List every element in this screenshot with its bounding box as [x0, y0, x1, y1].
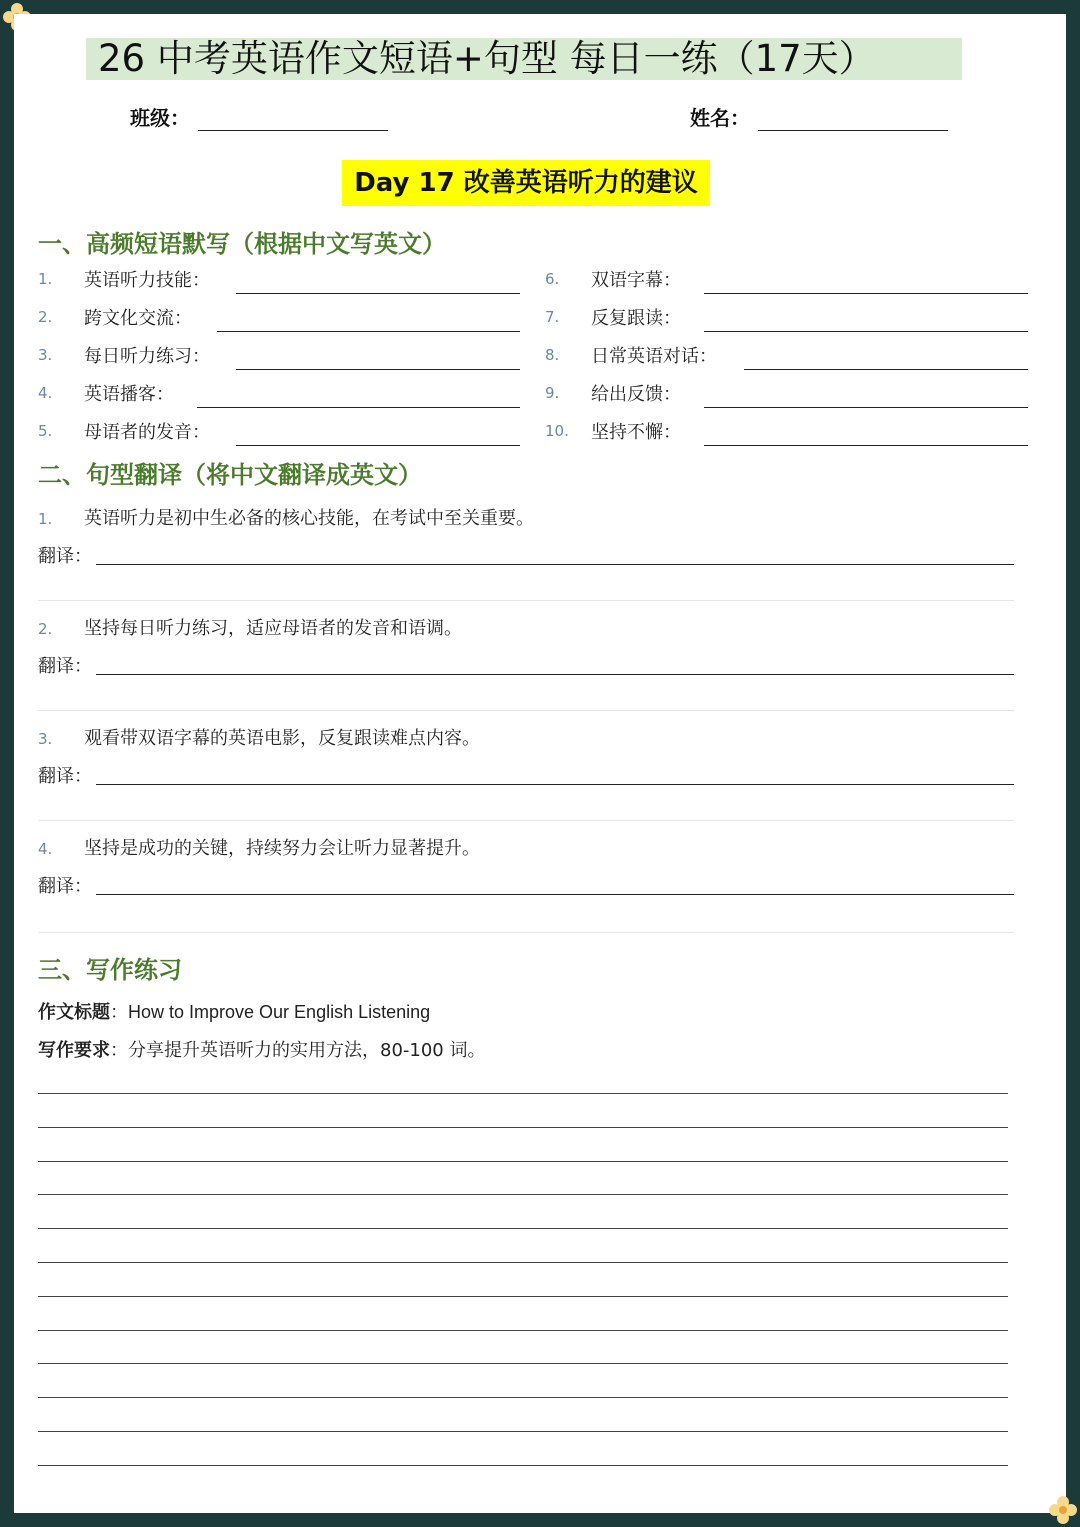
- writing-line[interactable]: [38, 1093, 1008, 1094]
- answer-blank[interactable]: [744, 369, 1028, 370]
- section-3-heading: 三、写作练习: [38, 956, 182, 984]
- translate-label: 翻译：: [38, 766, 92, 787]
- item-number: 7.: [545, 308, 560, 326]
- phrase-item: [38, 380, 520, 408]
- class-blank[interactable]: [198, 108, 388, 131]
- phrase-item: [545, 418, 1028, 446]
- chinese-phrase: 英语播客：: [84, 384, 174, 405]
- topic-value: How to Improve Our English Listening: [128, 1002, 431, 1022]
- class-field: [130, 102, 388, 132]
- chinese-phrase: 双语字幕：: [591, 270, 681, 291]
- chinese-phrase: 反复跟读：: [591, 308, 681, 329]
- translate-label: 翻译：: [38, 876, 92, 897]
- translation-blank[interactable]: [96, 674, 1014, 675]
- item-number: 10.: [545, 422, 569, 440]
- answer-blank[interactable]: [236, 445, 520, 446]
- translation-blank[interactable]: [96, 894, 1014, 895]
- chinese-phrase: 英语听力技能：: [84, 270, 210, 291]
- phrase-item: [38, 342, 520, 370]
- phrase-item: [38, 266, 520, 294]
- writing-line[interactable]: [38, 1296, 1008, 1297]
- item-number: 4.: [38, 384, 53, 402]
- chinese-phrase: 给出反馈：: [591, 384, 681, 405]
- writing-line[interactable]: [38, 1465, 1008, 1466]
- writing-line[interactable]: [38, 1363, 1008, 1364]
- divider: [38, 932, 1014, 933]
- chinese-phrase: 母语者的发音：: [84, 422, 210, 443]
- page-title: 26 中考英语作文短语+句型 每日一练（17天）: [98, 37, 876, 80]
- chinese-phrase: 日常英语对话：: [591, 346, 717, 367]
- item-number: 8.: [545, 346, 560, 364]
- writing-line[interactable]: [38, 1161, 1008, 1162]
- writing-line[interactable]: [38, 1397, 1008, 1398]
- item-number: 2.: [38, 308, 53, 326]
- requirement-value: 分享提升英语听力的实用方法，80-100 词。: [128, 1040, 486, 1061]
- chinese-sentence: 英语听力是初中生必备的核心技能，在考试中至关重要。: [84, 508, 534, 529]
- item-number: 4.: [38, 840, 53, 858]
- writing-line[interactable]: [38, 1194, 1008, 1195]
- writing-line[interactable]: [38, 1330, 1008, 1331]
- writing-line[interactable]: [38, 1127, 1008, 1128]
- chinese-phrase: 每日听力练习：: [84, 346, 210, 367]
- phrase-item: [545, 304, 1028, 332]
- writing-line[interactable]: [38, 1228, 1008, 1229]
- chinese-phrase: 跨文化交流：: [84, 308, 192, 329]
- class-label: 班级：: [130, 106, 190, 130]
- translate-label: 翻译：: [38, 546, 92, 567]
- translation-item: [38, 834, 1014, 904]
- phrase-item: [545, 266, 1028, 294]
- answer-blank[interactable]: [704, 445, 1028, 446]
- divider: [38, 710, 1014, 711]
- translation-blank[interactable]: [96, 784, 1014, 785]
- translation-item: [38, 724, 1014, 794]
- item-number: 3.: [38, 346, 53, 364]
- phrase-item: [545, 380, 1028, 408]
- student-name-field: [690, 102, 948, 132]
- chinese-sentence: 坚持每日听力练习，适应母语者的发音和语调。: [84, 618, 462, 639]
- answer-blank[interactable]: [197, 407, 520, 408]
- flower-icon: [1046, 1493, 1080, 1527]
- day-title: Day 17 改善英语听力的建议: [342, 160, 710, 206]
- answer-blank[interactable]: [217, 331, 520, 332]
- answer-blank[interactable]: [704, 293, 1028, 294]
- section-2-heading: 二、句型翻译（将中文翻译成英文）: [38, 461, 422, 489]
- divider: [38, 600, 1014, 601]
- writing-requirement: [38, 1036, 485, 1062]
- topic-label: 作文标题: [38, 1002, 110, 1023]
- translation-item: [38, 504, 1014, 574]
- translate-label: 翻译：: [38, 656, 92, 677]
- divider: [38, 820, 1014, 821]
- colon: ：: [110, 1040, 128, 1061]
- item-number: 9.: [545, 384, 560, 402]
- chinese-sentence: 坚持是成功的关键，持续努力会让听力显著提升。: [84, 838, 480, 859]
- phrase-item: [38, 418, 520, 446]
- section-1-heading: 一、高频短语默写（根据中文写英文）: [38, 230, 446, 258]
- answer-blank[interactable]: [704, 407, 1028, 408]
- phrase-item: [38, 304, 520, 332]
- chinese-phrase: 坚持不懈：: [591, 422, 681, 443]
- phrase-item: [545, 342, 1028, 370]
- requirement-label: 写作要求: [38, 1040, 110, 1061]
- name-label: 姓名：: [690, 106, 750, 130]
- name-blank[interactable]: [758, 108, 948, 131]
- answer-blank[interactable]: [236, 293, 520, 294]
- item-number: 2.: [38, 620, 53, 638]
- translation-item: [38, 614, 1014, 684]
- writing-line[interactable]: [38, 1262, 1008, 1263]
- item-number: 1.: [38, 510, 53, 528]
- answer-blank[interactable]: [236, 369, 520, 370]
- item-number: 3.: [38, 730, 53, 748]
- writing-line[interactable]: [38, 1431, 1008, 1432]
- item-number: 5.: [38, 422, 53, 440]
- translation-blank[interactable]: [96, 564, 1014, 565]
- answer-blank[interactable]: [704, 331, 1028, 332]
- item-number: 1.: [38, 270, 53, 288]
- colon: ：: [110, 1002, 128, 1023]
- item-number: 6.: [545, 270, 560, 288]
- chinese-sentence: 观看带双语字幕的英语电影，反复跟读难点内容。: [84, 728, 480, 749]
- essay-topic: [38, 998, 430, 1024]
